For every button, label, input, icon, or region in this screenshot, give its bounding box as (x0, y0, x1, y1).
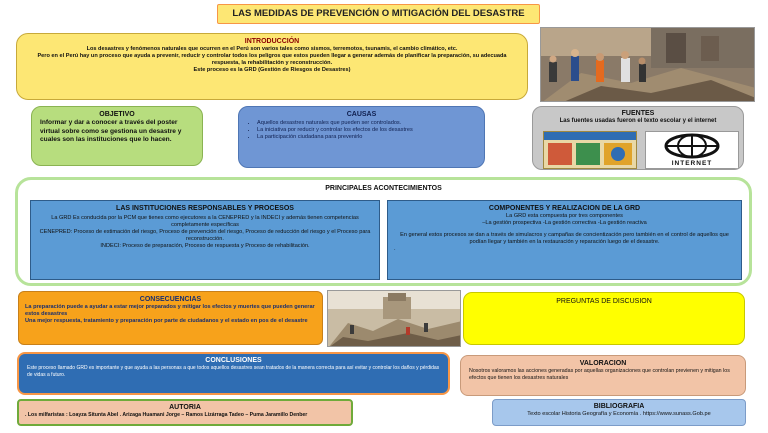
instituciones-box (30, 200, 380, 280)
componentes-line-2: –La gestión prospectiva -La gestión correctiva -La gestión reactiva (482, 220, 647, 226)
introduccion-box (16, 33, 528, 100)
introduccion-line-2: Pero en el Perú hay un proceso que ayuda a prevenir, reducir y controlar todos los peligros que estos pueden llegar a generar además de planificar la preparación, su adecuada respuesta, la rehabilitación y reconstrucción. (37, 53, 507, 66)
objetivo-box (31, 106, 203, 166)
bibliografia-title: BIBLIOGRAFIA (593, 403, 645, 410)
consecuencias-line-1: La preparación puede a ayudar a estar mejor preparados y mitigar los efectos y muertes que pueden generar estos desastres (25, 304, 315, 317)
consecuencias-line-2: Una mejor respuesta, tratamiento y preparación por parte de ciudadanos y el estado en pos de el desastre (25, 318, 308, 324)
bibliografia-box (492, 399, 746, 426)
internet-logo (645, 131, 739, 169)
page-title-box (217, 4, 540, 24)
valoracion-text: Nosotros valoramos las acciones generadas por aquellas organizaciones que controlan previenen y mitigan los efectos que tienen los desastres naturales (469, 368, 730, 381)
bibliografia-text: Texto escolar Historia Geografía y Economía . https://www.sunass.Gob.pe (527, 411, 711, 417)
preguntas-title: PREGUNTAS DE DISCUSION (556, 298, 652, 305)
componentes-line-1: La GRD esta compuesta por tres componentes (506, 213, 623, 219)
causas-item: • Aquellos desastres naturales que pueden ser controlados. (257, 120, 476, 127)
causas-title: CAUSAS (346, 111, 377, 118)
introduccion-line-3: Este proceso es la GRD (Gestión de Riesgos de Desastres) (193, 67, 351, 73)
conclusiones-text: Este proceso llamado GRD es importante y que ayuda a las personas a que todos aquellos desastres sean tratados de la manera correcta para así evitar y controlar los daños y pérdidas de vidas a futuro. (27, 365, 440, 378)
preguntas-box (463, 292, 745, 345)
fuentes-title: FUENTES (621, 110, 655, 117)
componentes-dot: . (394, 246, 396, 252)
autoria-text: . Los milfaristas : Loayza Situnta Abel . Arizaga Huamani Jorge – Ramos Lizárraga Tadeo – Puma Jaramillo Denber (25, 412, 308, 418)
causas-list (247, 120, 476, 142)
componentes-box (387, 200, 742, 280)
objetivo-text: Informar y dar a conocer a través del poster virtual sobre como se gestiona un desastre y cuales son las instituciones que lo hacen. (40, 119, 182, 144)
valoracion-title: VALORACION (579, 360, 627, 367)
instituciones-cenepred: CENEPRED: Proceso de estimación del riesgo, Proceso de prevención del riesgo, Proceso de reducción del riesgo y el Proceso para reconstrucción. (39, 229, 371, 242)
textbook-image (543, 131, 637, 169)
introduccion-line-1: Los desastres y fenómenos naturales que ocurren en el Perú son varios tales como sismos, terremotos, tsunamis, el cambio climático, etc. (86, 46, 458, 52)
consecuencias-title: CONSECUENCIAS (139, 296, 202, 303)
rubble-photo (327, 290, 461, 347)
consecuencias-box (18, 291, 323, 345)
fuentes-text: Las fuentes usadas fueron el texto escolar y el internet (559, 118, 717, 124)
causas-item: • La iniciativa por reducir y controlar los efectos de los desastres (257, 127, 476, 134)
instituciones-intro: La GRD Es conducida por la PCM que tienes como ejecutores a la CENEPRED y la INDECI y además tienen competencias completamente específicas (51, 215, 359, 228)
objetivo-title: OBJETIVO (99, 111, 135, 118)
page-title: LAS MEDIDAS DE PREVENCIÓN O MITIGACIÓN DEL DESASTRE (232, 8, 525, 19)
fuentes-box (532, 106, 744, 170)
instituciones-indeci: INDECI: Proceso de preparación, Proceso de respuesta y Proceso de rehabilitación. (100, 243, 310, 249)
instituciones-title: LAS INSTITUCIONES RESPONSABLES Y PROCESOS (116, 205, 294, 212)
acontecimientos-title: PRINCIPALES ACONTECIMIENTOS (325, 185, 442, 192)
disaster-rescue-photo (540, 27, 755, 102)
internet-label: INTERNET (671, 160, 713, 167)
introduccion-title: INTRODUCCIÓN (244, 38, 300, 45)
componentes-text: En general estos procesos se dan a través de simulacros y campañas de concientización pero también en el control de aquellos que podían llegar y también en la restauración y reparación luego de el desastre. (400, 232, 729, 245)
causas-item: • La participación ciudadana para prevenirlo (257, 134, 476, 141)
conclusiones-box (17, 352, 450, 395)
autoria-title: AUTORIA (169, 404, 201, 411)
autoria-box (17, 399, 353, 426)
componentes-title: COMPONENTES Y REALIZACION DE LA GRD (488, 205, 641, 212)
valoracion-box (460, 355, 746, 396)
causas-box (238, 106, 485, 168)
conclusiones-title: CONCLUSIONES (205, 357, 262, 364)
